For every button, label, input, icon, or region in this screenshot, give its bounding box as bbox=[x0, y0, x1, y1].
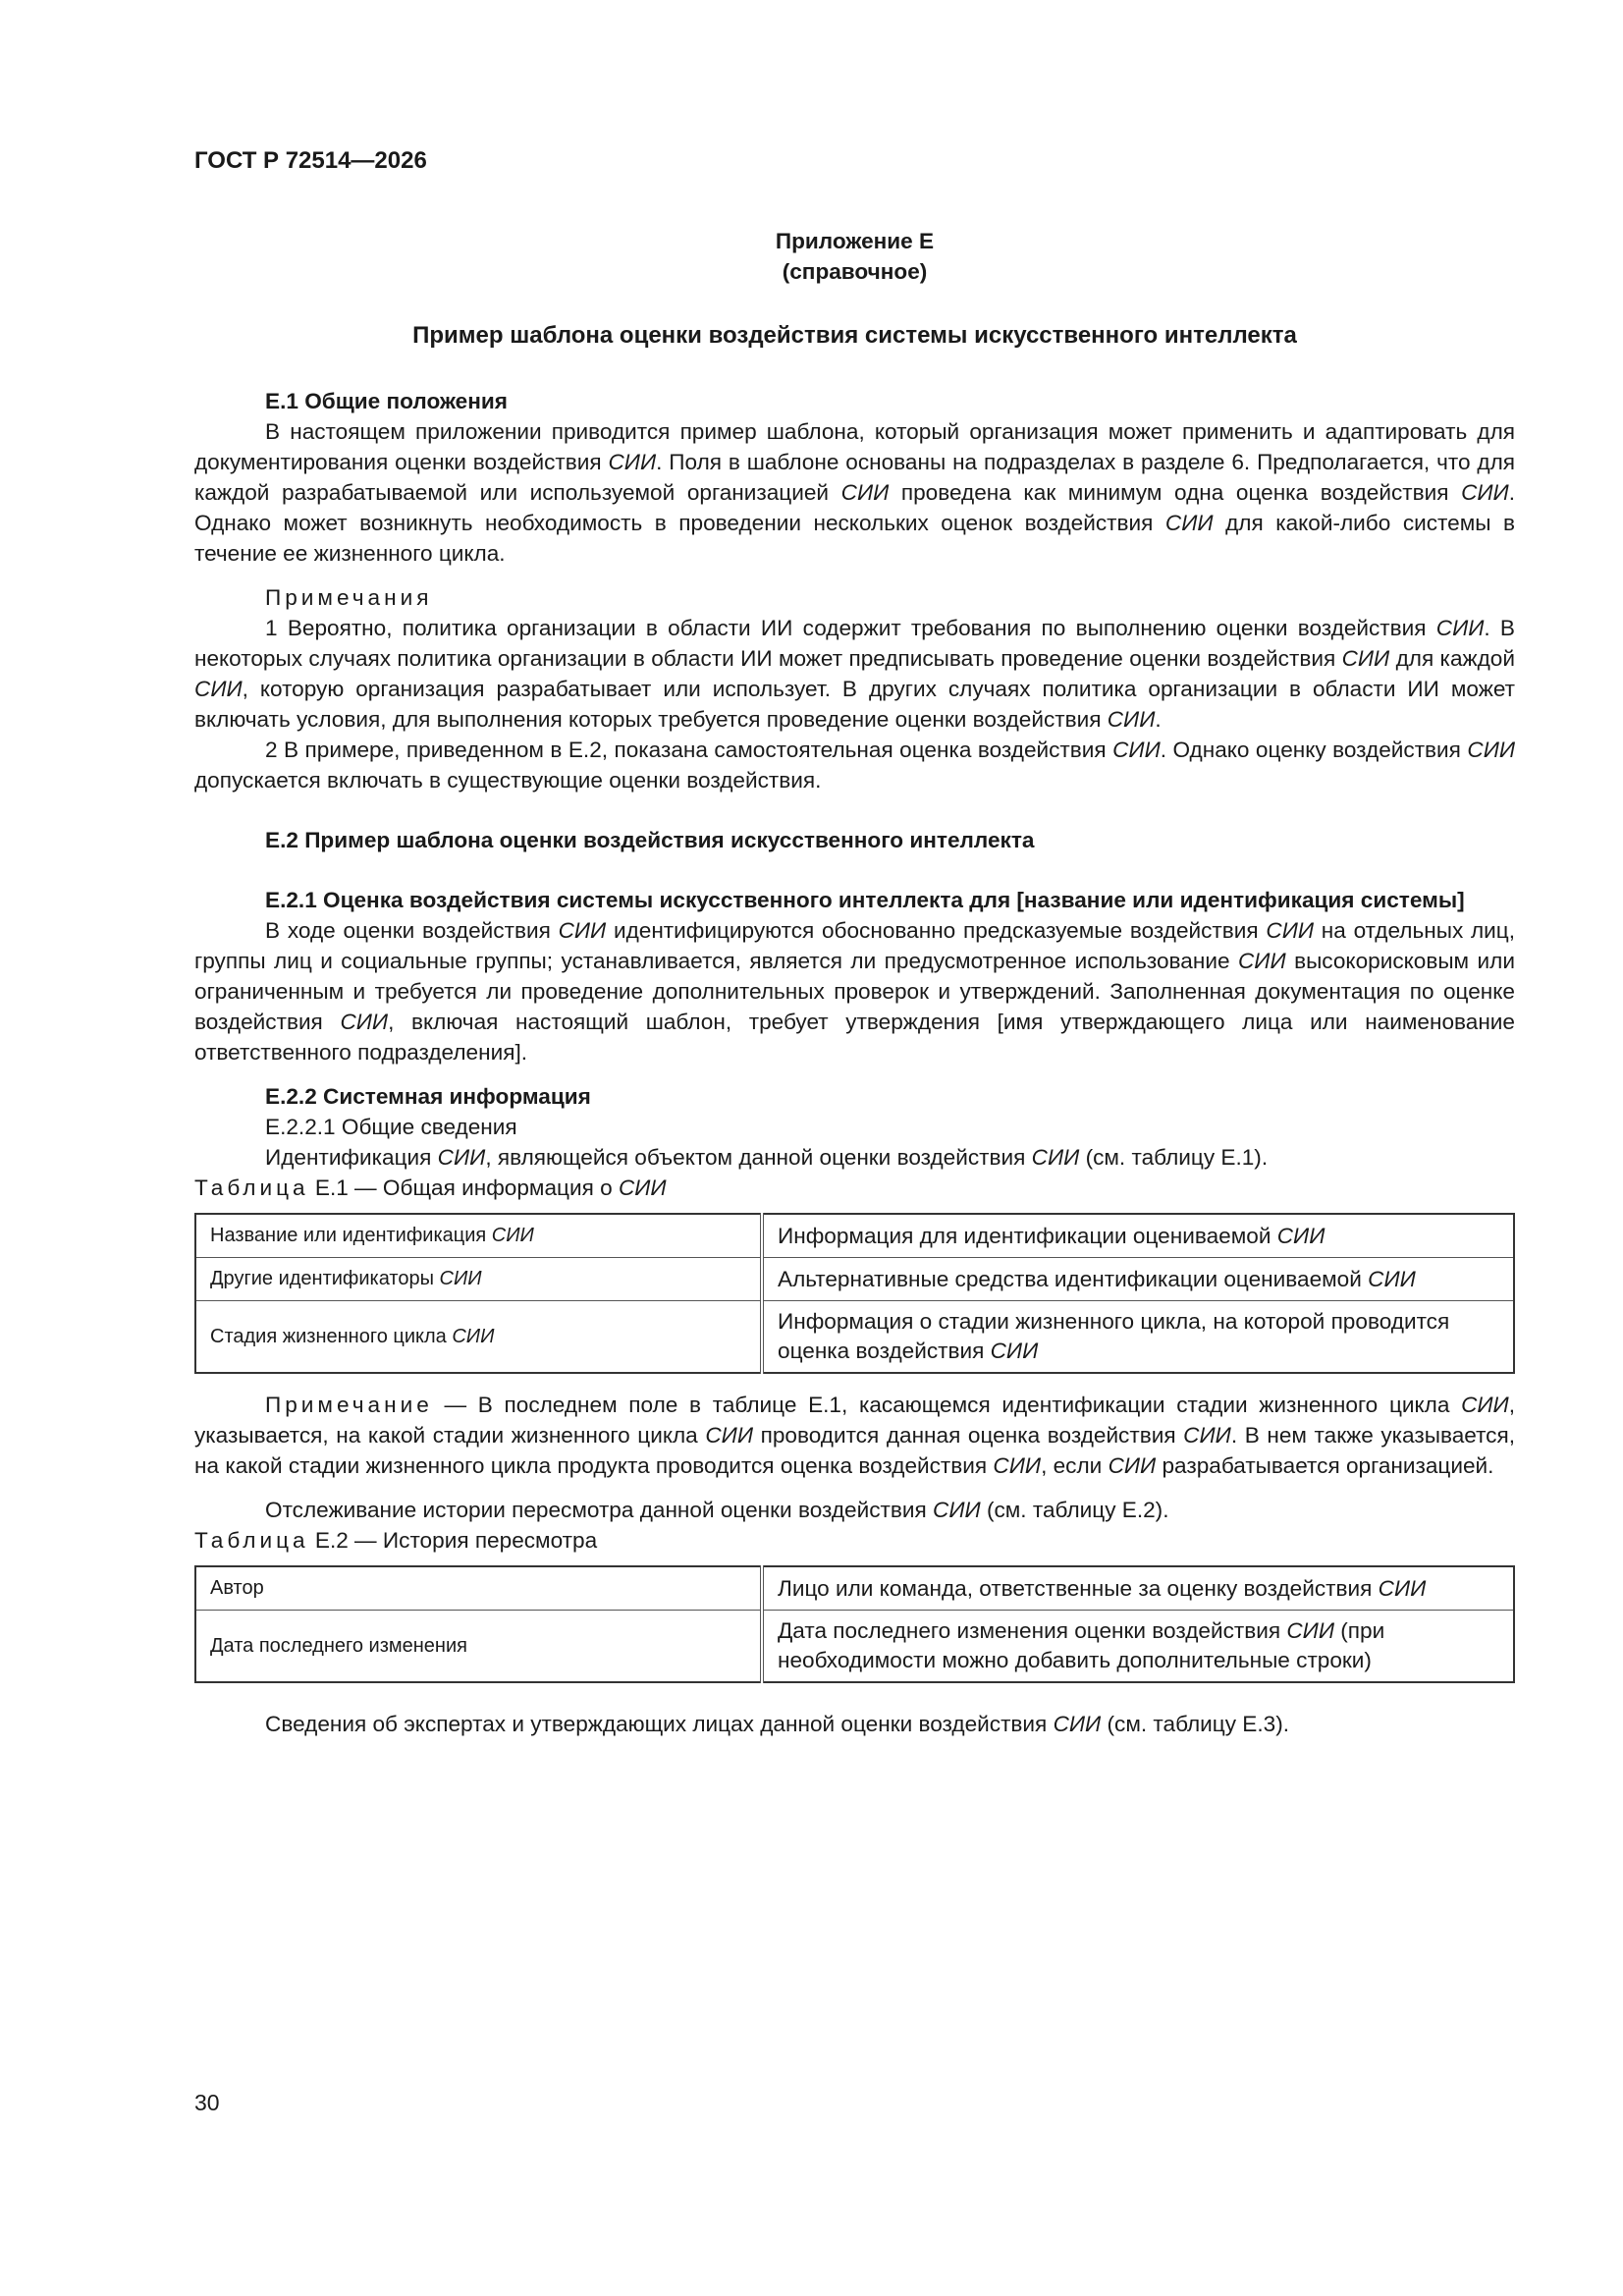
table1-note: Примечание — В последнем поле в таблице Е.1, касающемся идентификации стадии жизненного цикла СИИ, указывается, на какой стадии жизненного цикла СИИ проводится данная оценка воздействия СИИ. В нем также указывается, на какой стадии жизненного цикла продукта проводится оценка воздействия СИИ, если СИИ разрабатывается организацией. bbox=[194, 1393, 1515, 1478]
table-cell: Автор bbox=[195, 1566, 762, 1611]
section-heading-e22: Е.2.2 Системная информация bbox=[265, 1084, 591, 1109]
table-cell: Дата последнего изменения bbox=[195, 1611, 762, 1683]
appendix-heading bbox=[194, 226, 1515, 287]
table-row bbox=[195, 1214, 1514, 1258]
section-heading-e2: Е.2 Пример шаблона оценки воздействия искусственного интеллекта bbox=[265, 828, 1035, 852]
paragraph-tracking: Отслеживание истории пересмотра данной оценки воздействия СИИ (см. таблицу Е.2). bbox=[265, 1498, 1169, 1522]
table-cell: Альтернативные средства идентификации оцениваемой СИИ bbox=[762, 1258, 1514, 1301]
page-number: 30 bbox=[194, 2090, 220, 2115]
table-cell: Информация о стадии жизненного цикла, на которой проводится оценка воздействия СИИ bbox=[762, 1301, 1514, 1374]
note-2: 2 В примере, приведенном в Е.2, показана самостоятельная оценка воздействия СИИ. Однако оценку воздействия СИИ допускается включать в существующие оценки воздействия. bbox=[194, 738, 1516, 793]
table-row bbox=[195, 1301, 1514, 1374]
table-row bbox=[195, 1566, 1514, 1611]
paragraph-experts: Сведения об экспертах и утверждающих лицах данной оценки воздействия СИИ (см. таблицу Е.3). bbox=[265, 1712, 1290, 1736]
section-heading-e21: Е.2.1 Оценка воздействия системы искусственного интеллекта для [название или идентификация системы] bbox=[265, 888, 1465, 912]
table-cell: Информация для идентификации оцениваемой СИИ bbox=[762, 1214, 1514, 1258]
appendix-kind: (справочное) bbox=[782, 259, 928, 284]
table-row bbox=[195, 1258, 1514, 1301]
table-cell: Дата последнего изменения оценки воздействия СИИ (при необходимости можно добавить дополнительные строки) bbox=[762, 1611, 1514, 1683]
table-cell: Название или идентификация СИИ bbox=[195, 1214, 762, 1258]
page-content bbox=[194, 226, 1515, 1739]
paragraph-e1: В настоящем приложении приводится пример шаблона, который организация может применить и адаптировать для документирования оценки воздействия СИИ. Поля в шаблоне основаны на подразделах в разделе 6. Предполагается, что для каждой разрабатываемой или используемой организацией СИИ проведена как минимум одна оценка воздействия СИИ. Однако может возникнуть необходимость в проведении нескольких оценок воздействия СИИ для какой-либо системы в течение ее жизненного цикла. bbox=[194, 419, 1516, 566]
note-1: 1 Вероятно, политика организации в области ИИ содержит требования по выполнению оценки воздействия СИИ. В некоторых случаях политика организации в области ИИ может предписывать проведение оценки воздействия СИИ для каждой СИИ, которую организация разрабатывает или использует. В других случаях политика организации в области ИИ может включать условия, для выполнения которых требуется проведение оценки воздействия СИИ. bbox=[194, 616, 1516, 732]
table-cell: Лицо или команда, ответственные за оценку воздействия СИИ bbox=[762, 1566, 1514, 1611]
appendix-label: Приложение Е bbox=[775, 229, 935, 253]
paragraph-e221: Идентификация СИИ, являющейся объектом данной оценки воздействия СИИ (см. таблицу Е.1). bbox=[265, 1145, 1269, 1170]
paragraph-e21: В ходе оценки воздействия СИИ идентифицируются обоснованно предсказуемые воздействия СИИ на отдельных лиц, группы лиц и социальные группы; устанавливается, является ли предусмотренное использование СИИ высокорисковым или ограниченным и требуется ли проведение дополнительных проверок и утверждений. Заполненная документация по оценке воздействия СИИ, включая настоящий шаблон, требует утверждения [имя утверждающего лица или наименование ответственного подразделения]. bbox=[194, 918, 1516, 1065]
table-cell: Стадия жизненного цикла СИИ bbox=[195, 1301, 762, 1374]
notes-label: Примечания bbox=[265, 585, 433, 610]
section-heading-e221: Е.2.2.1 Общие сведения bbox=[265, 1115, 517, 1139]
table1-caption: Таблица Е.1 — Общая информация о СИИ bbox=[194, 1175, 667, 1200]
document-id: ГОСТ Р 72514—2026 bbox=[194, 147, 427, 174]
table-row bbox=[195, 1611, 1514, 1683]
appendix-title: Пример шаблона оценки воздействия системы искусственного интеллекта bbox=[412, 322, 1297, 349]
table2-caption: Таблица Е.2 — История пересмотра bbox=[194, 1528, 598, 1553]
table-cell: Другие идентификаторы СИИ bbox=[195, 1258, 762, 1301]
section-heading-e1: Е.1 Общие положения bbox=[265, 389, 508, 413]
table-e1 bbox=[194, 1213, 1515, 1374]
table-e2 bbox=[194, 1565, 1515, 1683]
